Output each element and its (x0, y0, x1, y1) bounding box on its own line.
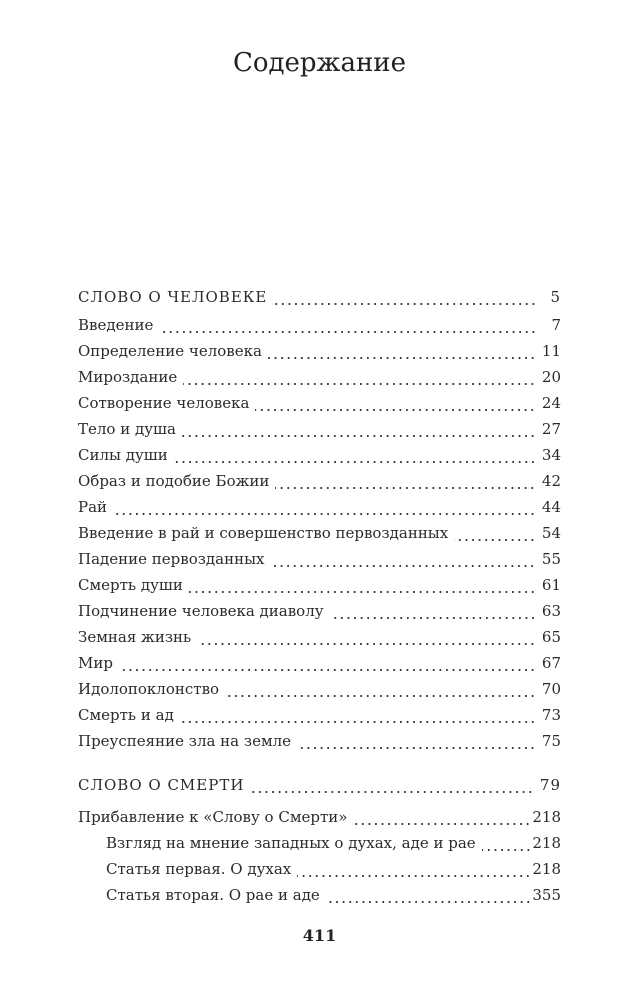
toc-entry[interactable] (78, 728, 561, 754)
toc-label: Мироздание (78, 368, 178, 386)
toc-label: Смерть и ад (78, 706, 174, 724)
toc-page: 61 (541, 576, 561, 594)
toc-entry[interactable] (78, 312, 561, 338)
toc-page: 27 (541, 420, 561, 438)
toc-page: 218 (532, 860, 561, 878)
dot-leader (275, 468, 536, 494)
dot-leader (297, 728, 536, 754)
toc-label: Определение человека (78, 342, 262, 360)
toc-label: СЛОВО О СМЕРТИ (78, 776, 245, 794)
dot-leader (183, 364, 536, 390)
toc-page: 79 (539, 776, 561, 794)
toc-entry[interactable] (78, 624, 561, 650)
toc-entry[interactable] (78, 676, 561, 702)
toc-page: 24 (541, 394, 561, 412)
dot-leader (454, 520, 536, 546)
toc-entry[interactable] (78, 882, 561, 908)
toc-entry[interactable] (78, 572, 561, 598)
dot-leader (326, 882, 532, 908)
toc-page: 11 (541, 342, 561, 360)
toc-label: Падение первозданных (78, 550, 265, 568)
toc-page: 7 (551, 316, 561, 334)
dot-leader (174, 442, 536, 468)
toc-entry[interactable] (78, 804, 561, 830)
toc-entry[interactable] (78, 416, 561, 442)
toc-entry[interactable] (78, 546, 561, 572)
toc-page: 5 (550, 288, 561, 306)
toc-page: 20 (541, 368, 561, 386)
dot-leader (353, 804, 531, 830)
toc-entry[interactable] (78, 650, 561, 676)
toc-section-heading[interactable] (78, 772, 561, 798)
toc-page: 65 (541, 628, 561, 646)
toc-entry[interactable] (78, 390, 561, 416)
dot-leader (119, 650, 536, 676)
dot-leader (113, 494, 536, 520)
toc-entry[interactable] (78, 338, 561, 364)
toc-page: 218 (532, 808, 561, 826)
toc-label: Земная жизнь (78, 628, 192, 646)
toc-label: Статья вторая. О рае и аде (106, 886, 320, 904)
dot-leader (273, 284, 537, 310)
toc-entry[interactable] (78, 856, 561, 882)
toc-page: 34 (541, 446, 561, 464)
toc-page: 355 (532, 886, 561, 904)
toc-entry[interactable] (78, 702, 561, 728)
dot-leader (180, 702, 536, 728)
page-number: 411 (302, 926, 337, 945)
toc-label: Сотворение человека (78, 394, 250, 412)
toc-entry[interactable] (78, 442, 561, 468)
toc-label: Преуспеяние зла на земле (78, 732, 292, 750)
toc-label: Идолопоклонство (78, 680, 220, 698)
toc-page: 55 (541, 550, 561, 568)
table-of-contents (78, 284, 561, 908)
dot-leader (225, 676, 536, 702)
toc-label: Статья первая. О духах (106, 860, 292, 878)
dot-leader (268, 338, 536, 364)
toc-page: 44 (541, 498, 561, 516)
toc-entry[interactable] (78, 830, 561, 856)
toc-label: Прибавление к «Слову о Смерти» (78, 808, 348, 826)
toc-label: Смерть души (78, 576, 183, 594)
toc-label: Рай (78, 498, 108, 516)
toc-label: Подчинение человека диаволу (78, 602, 324, 620)
toc-page: 54 (541, 524, 561, 542)
toc-label: Взгляд на мнение западных о духах, аде и рае (106, 834, 476, 852)
toc-page: 67 (541, 654, 561, 672)
toc-entry[interactable] (78, 520, 561, 546)
toc-section-heading[interactable] (78, 284, 561, 310)
toc-label: СЛОВО О ЧЕЛОВЕКЕ (78, 288, 268, 306)
dot-leader (482, 830, 532, 856)
dot-leader (255, 390, 536, 416)
toc-label: Образ и подобие Божии (78, 472, 270, 490)
dot-leader (159, 312, 537, 338)
toc-entry[interactable] (78, 364, 561, 390)
dot-leader (297, 856, 531, 882)
dot-leader (182, 416, 536, 442)
toc-entry[interactable] (78, 598, 561, 624)
toc-page: 218 (532, 834, 561, 852)
toc-page: 70 (541, 680, 561, 698)
toc-label: Силы души (78, 446, 168, 464)
toc-entry[interactable] (78, 494, 561, 520)
toc-page: 63 (541, 602, 561, 620)
toc-label: Мир (78, 654, 113, 672)
toc-label: Введение в рай и совершенство первозданных (78, 524, 449, 542)
dot-leader (250, 772, 533, 798)
toc-entry[interactable] (78, 468, 561, 494)
dot-leader (197, 624, 536, 650)
dot-leader (330, 598, 536, 624)
toc-page: 73 (541, 706, 561, 724)
toc-page: 75 (541, 732, 561, 750)
dot-leader (270, 546, 535, 572)
toc-label: Введение (78, 316, 154, 334)
toc-label: Тело и душа (78, 420, 176, 438)
dot-leader (189, 572, 536, 598)
toc-page: 42 (541, 472, 561, 490)
page-title: Содержание (232, 48, 407, 78)
